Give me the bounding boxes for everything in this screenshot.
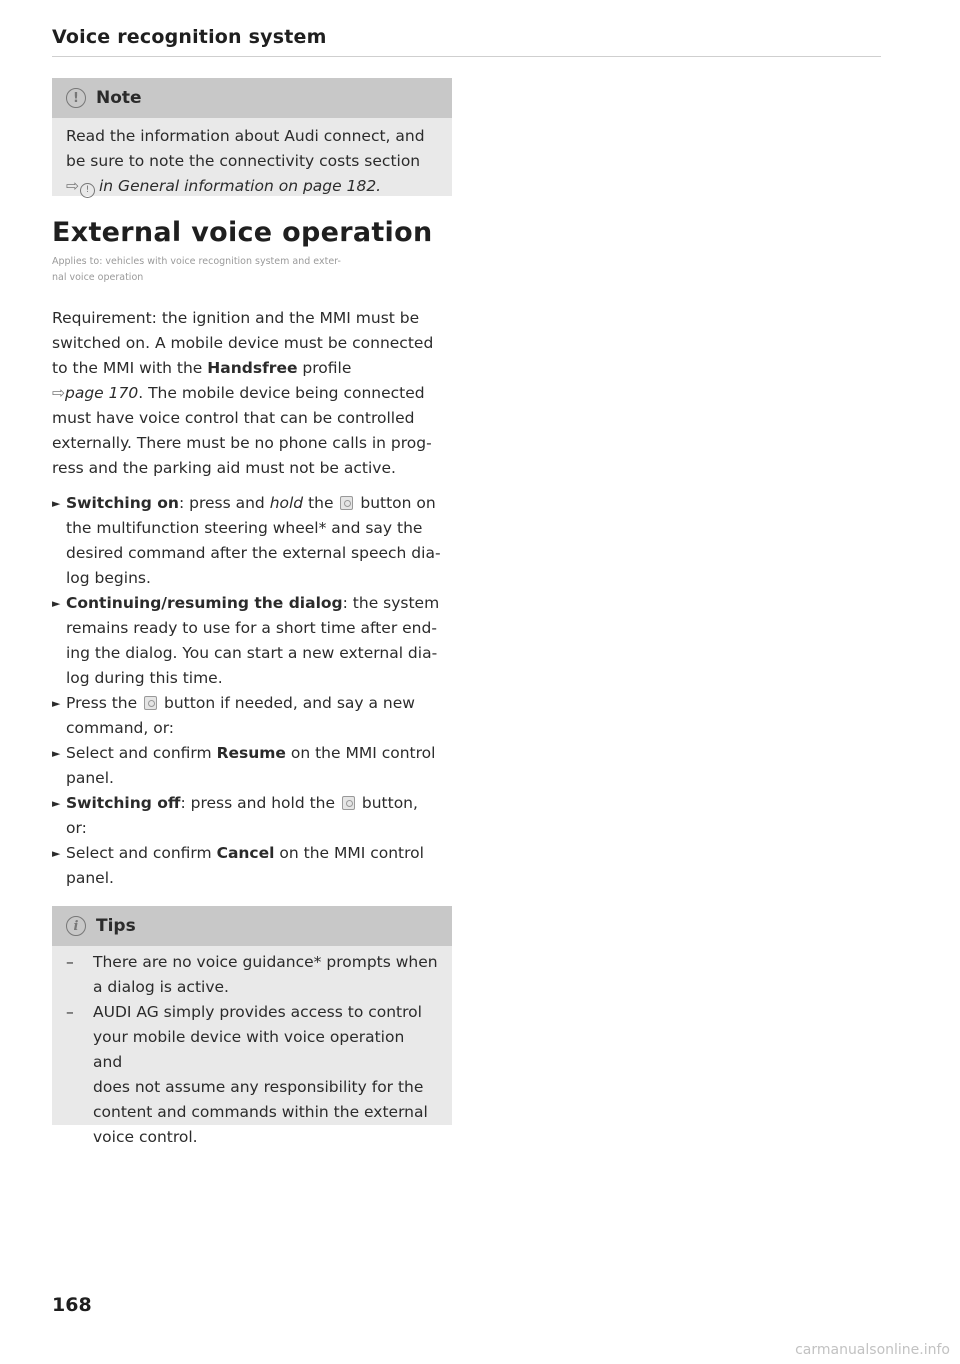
note-body [52,118,452,205]
cancel-term: Cancel [216,844,275,862]
info-circle-icon: i [66,916,86,936]
handsfree-term: Handsfree [207,359,298,377]
text: on the MMI control [285,744,436,762]
tip-item [66,950,438,1000]
step-term: Continuing/resuming the dialog [66,594,343,612]
section-title: External voice operation [52,217,433,248]
requirement-line: ress and the parking aid must not be active. [52,459,396,477]
text: profile [297,359,352,377]
page-reference-link[interactable]: page 170 [65,384,139,402]
applies-line: nal voice operation [52,272,144,283]
note-reference[interactable] [66,174,438,199]
text: hold [269,494,304,512]
text: the [303,494,339,512]
requirement-line: Requirement: the ignition and the MMI must be [52,309,420,327]
note-line: Read the information about Audi connect, and [66,127,425,145]
note-line: be sure to note the connectivity costs section [66,152,421,170]
tip-line: does not assume any responsibility for the [93,1078,424,1096]
tips-box [52,906,452,1146]
text: on the MMI control [274,844,424,862]
instruction-steps [52,491,462,891]
step-line: desired command after the external speech dia- [66,544,441,562]
step-line: command, or: [66,719,175,737]
header-title: Voice recognition system [52,26,327,48]
note-box [52,78,452,196]
voice-button-icon [144,696,157,710]
applies-to [52,254,412,286]
requirement-paragraph [52,306,462,481]
note-header [52,78,452,118]
step-switching-off [52,791,462,841]
tip-line: AUDI AG simply provides access to control [93,1003,422,1021]
tips-body [52,946,452,1156]
step-continuing [52,591,462,691]
bullet-arrow-icon: ► [52,797,61,810]
requirement-line: must have voice control that can be controlled [52,409,415,427]
step-switching-on [52,491,462,591]
step-line: or: [66,819,87,837]
step-line: ing the dialog. You can start a new external dia- [66,644,438,662]
voice-button-icon [340,496,353,510]
text: : press and [178,494,270,512]
text: Select and confirm [66,844,217,862]
resume-term: Resume [216,744,286,762]
dash-bullet: – [66,1003,74,1021]
requirement-line [52,381,462,406]
text: Press the [66,694,143,712]
note-label: Note [96,88,142,108]
tip-item [66,1000,438,1150]
text: button on [355,494,436,512]
page-number: 168 [52,1294,92,1316]
watermark: carmanualsonline.info [795,1342,950,1358]
text: button if needed, and say a new [159,694,415,712]
exclamation-small-icon: ! [80,183,95,198]
tip-line: There are no voice guidance* prompts when [93,953,438,971]
step-cancel [52,841,462,891]
bullet-arrow-icon: ► [52,747,61,760]
bullet-arrow-icon: ► [52,597,61,610]
tip-line: your mobile device with voice operation and [93,1028,405,1071]
dash-bullet: – [66,953,74,971]
text: button, [356,794,418,812]
text: to the MMI with the [52,359,208,377]
tips-header [52,906,452,946]
ref-arrow-icon: ⇨ [66,177,79,195]
requirement-line [52,356,462,381]
text: : the system [342,594,440,612]
note-ref-text: in General information on page 182. [99,177,382,195]
requirement-line: switched on. A mobile device must be connected [52,334,434,352]
step-line: panel. [66,769,114,787]
step-term: Switching off [66,794,181,812]
text: Select and confirm [66,744,217,762]
tip-line: voice control. [93,1128,198,1146]
step-line: panel. [66,869,114,887]
step-line: log during this time. [66,669,223,687]
voice-button-icon [342,796,355,810]
exclamation-circle-icon: ! [66,88,86,108]
tip-line: a dialog is active. [93,978,229,996]
step-term: Switching on [66,494,179,512]
step-line: remains ready to use for a short time after end- [66,619,437,637]
bullet-arrow-icon: ► [52,697,61,710]
page-header [52,26,881,57]
tips-label: Tips [96,916,136,936]
tip-line: content and commands within the external [93,1103,428,1121]
applies-line: Applies to: vehicles with voice recognition system and exter- [52,256,341,267]
step-resume [52,741,462,791]
step-line: log begins. [66,569,151,587]
text: . The mobile device being connected [138,384,425,402]
bullet-arrow-icon: ► [52,847,61,860]
step-press-button [52,691,462,741]
step-line: the multifunction steering wheel* and say the [66,519,423,537]
bullet-arrow-icon: ► [52,497,61,510]
text: : press and hold the [180,794,340,812]
ref-arrow-icon: ⇨ [52,384,65,402]
requirement-line: externally. There must be no phone calls in prog- [52,434,432,452]
